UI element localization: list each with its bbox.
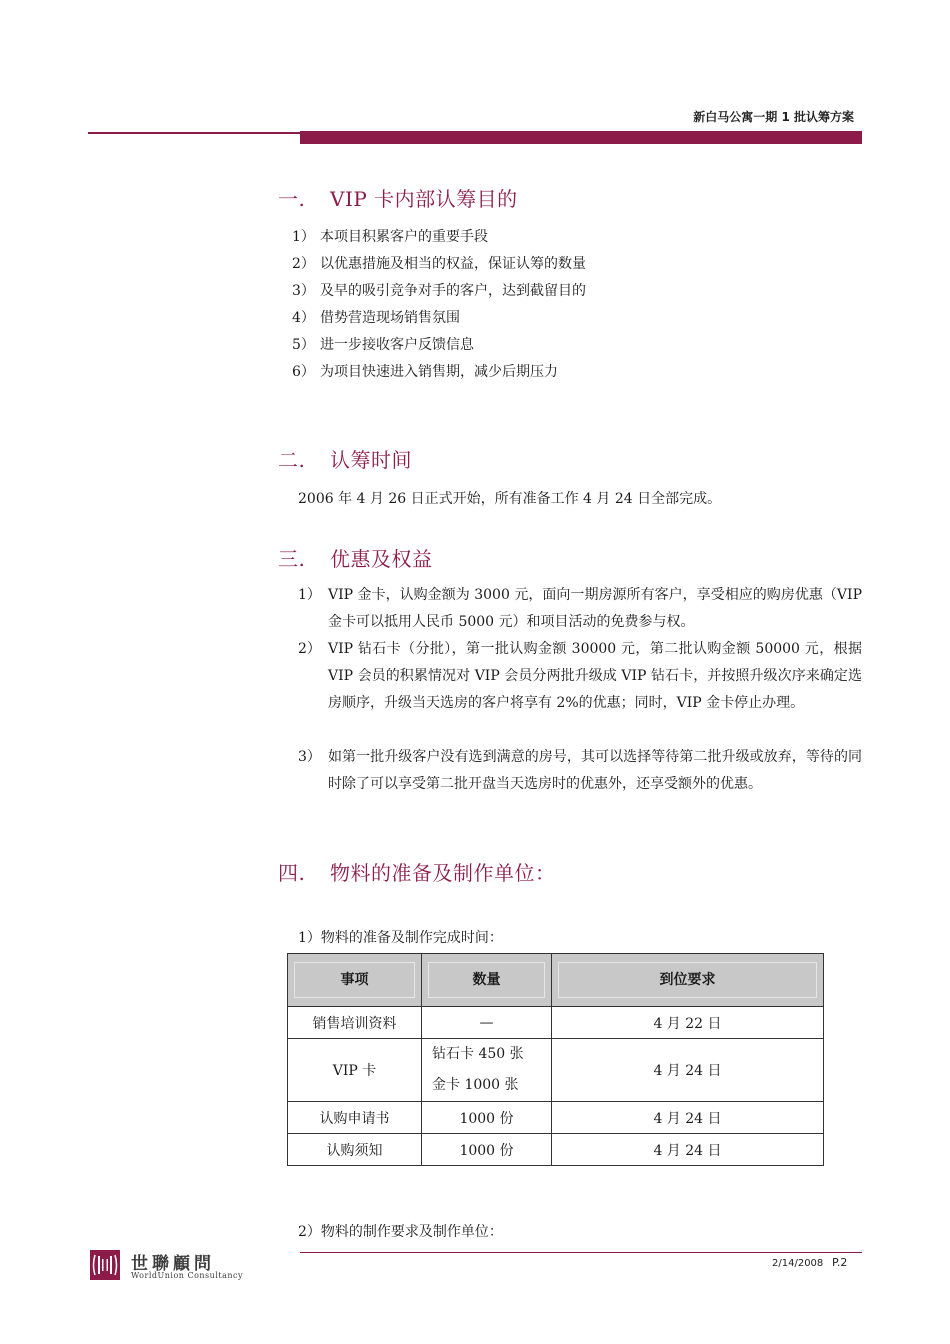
section-2-heading <box>278 444 412 473</box>
logo-chinese-name: 世聯顧問 <box>131 1254 215 1274</box>
section-2-number: 二. <box>278 448 306 472</box>
table-caption: 1）物料的准备及制作完成时间： <box>298 930 503 946</box>
section-3-heading <box>278 543 433 572</box>
table-cell: 4 月 24 日 <box>552 1039 824 1102</box>
list-item: 6） 为项目快速进入销售期，减少后期压力 <box>292 364 558 380</box>
table-row <box>288 1007 824 1039</box>
page-number: P.2 <box>832 1256 848 1269</box>
list-item: 4） 借势营造现场销售氛围 <box>292 310 460 326</box>
logo-english-name: WorldUnion Consultancy <box>131 1271 244 1280</box>
table-header-row <box>288 954 824 1007</box>
table-cell: 认购须知 <box>288 1134 422 1166</box>
table-cell: 1000 份 <box>422 1102 552 1134</box>
table-header-cell: 事项 <box>288 954 422 1007</box>
worldunion-logo-icon <box>90 1250 120 1280</box>
table-row <box>288 1102 824 1134</box>
list-item: 2） 以优惠措施及相当的权益，保证认筹的数量 <box>292 256 586 272</box>
materials-table <box>287 953 824 1166</box>
table-cell: VIP 卡 <box>288 1039 422 1102</box>
section-1-title: VIP 卡内部认筹目的 <box>330 187 518 211</box>
table-cell: 4 月 24 日 <box>552 1134 824 1166</box>
benefit-item: 2） VIP 钻石卡（分批），第一批认购金额 30000 元，第二批认购金额 50000 元，根据 VIP 会员的积累情况对 VIP 会员分两批升级成 VIP 钻石卡，并按照升级次序来确定选房顺序，升级当天选房的客户将享有 2%的优惠；同时，VIP 金卡停止办理。 <box>298 641 862 711</box>
table-row <box>288 1134 824 1166</box>
document-header-title: 新白马公寓一期 1 批认筹方案 <box>693 110 854 124</box>
list-item: 1） 本项目积累客户的重要手段 <box>292 229 488 245</box>
section-3-title: 优惠及权益 <box>330 547 433 571</box>
section-4-title: 物料的准备及制作单位： <box>330 861 556 885</box>
section-2-text: 2006 年 4 月 26 日正式开始，所有准备工作 4 月 24 日全部完成。 <box>298 491 722 507</box>
footer-date: 2/14/2008 <box>772 1258 824 1269</box>
table-cell: 认购申请书 <box>288 1102 422 1134</box>
table-cell: 4 月 22 日 <box>552 1007 824 1039</box>
section-3-number: 三. <box>278 547 306 571</box>
benefit-item: 1） VIP 金卡，认购金额为 3000 元，面向一期房源所有客户，享受相应的购房优惠（VIP 金卡可以抵用人民币 5000 元）和项目活动的免费参与权。 <box>298 587 862 630</box>
table-header-cell: 到位要求 <box>552 954 824 1007</box>
section-1-number: 一. <box>278 187 306 211</box>
table-cell: — <box>422 1007 552 1039</box>
table-cell: 钻石卡 450 张 金卡 1000 张 <box>422 1039 552 1102</box>
table-row <box>288 1039 824 1102</box>
table-cell: 销售培训资料 <box>288 1007 422 1039</box>
table-cell: 1000 份 <box>422 1134 552 1166</box>
section-1-heading <box>278 183 518 212</box>
list-item: 5） 进一步接收客户反馈信息 <box>292 337 474 353</box>
table-cell: 4 月 24 日 <box>552 1102 824 1134</box>
footer-rule <box>300 1252 862 1253</box>
benefit-item: 3） 如第一批升级客户没有选到满意的房号，其可以选择等待第二批升级或放弃，等待的同时除了可以享受第二批开盘当天选房时的优惠外，还享受额外的优惠。 <box>298 749 862 792</box>
section-4-number: 四. <box>278 861 306 885</box>
section-2-title: 认筹时间 <box>330 448 412 472</box>
list-item: 3） 及早的吸引竞争对手的客户，达到截留目的 <box>292 283 586 299</box>
header-rule-thick <box>300 131 862 144</box>
section-4-heading <box>278 857 556 886</box>
header-rule-thin <box>88 132 300 134</box>
table-caption: 2）物料的制作要求及制作单位： <box>298 1224 503 1240</box>
table-header-cell: 数量 <box>422 954 552 1007</box>
